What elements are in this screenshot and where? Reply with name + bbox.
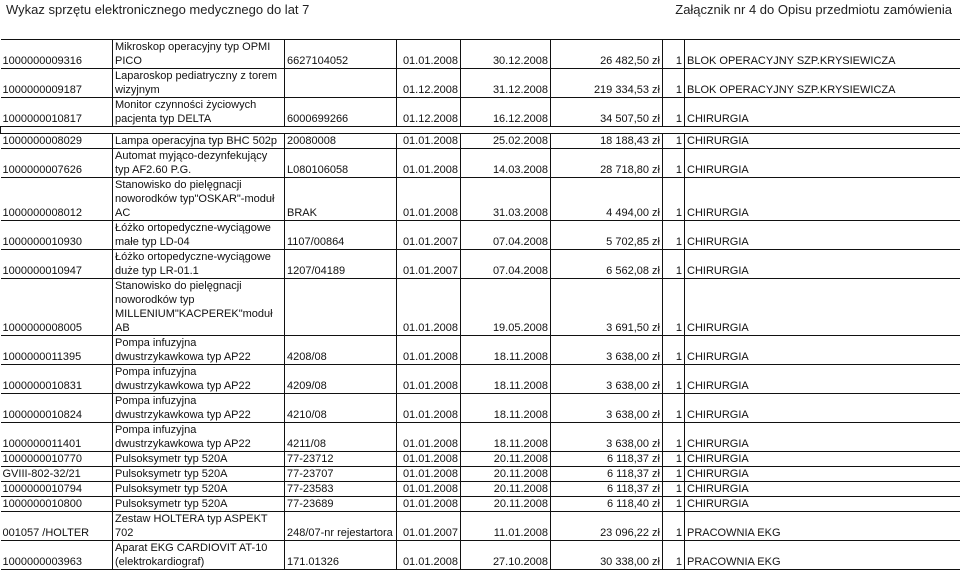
equipment-name-line: małe typ LD-04: [115, 236, 190, 248]
equipment-name-line: typ AF2.60 P.G.: [115, 164, 192, 176]
document-title: Wykaz sprzętu elektronicznego medycznego do lat 7: [6, 2, 310, 17]
equipment-name-line: dwustrzykawkowa typ AP22: [115, 351, 251, 363]
equipment-name-line: Stanowisko do pielęgnacji: [115, 179, 242, 191]
table-row: [1, 221, 960, 250]
value-cell: 30 338,00 zł: [551, 541, 663, 570]
serial-number-cell: 20080008: [285, 134, 397, 149]
commissioning-date-cell: 31.03.2008: [461, 178, 551, 221]
serial-number-cell: 1207/04189: [285, 250, 397, 279]
quantity-cell: 1: [663, 512, 685, 541]
value-cell: 6 118,37 zł: [551, 467, 663, 482]
attachment-label: Załącznik nr 4 do Opisu przedmiotu zamówienia: [675, 2, 952, 17]
equipment-name-cell: [113, 541, 285, 570]
equipment-name-cell: [113, 482, 285, 497]
inventory-number-cell: 1000000010770: [1, 452, 113, 467]
equipment-name-line: (elektrokardiograf): [115, 556, 205, 568]
equipment-table: [0, 39, 960, 570]
equipment-name-line: Pompa infuzyjna: [115, 395, 197, 407]
acquisition-date-cell: 01.01.2008: [397, 134, 461, 149]
table-row: [1, 423, 960, 452]
acquisition-date-cell: 01.01.2007: [397, 221, 461, 250]
location-cell: CHIRURGIA: [685, 467, 960, 482]
acquisition-date-cell: 01.01.2008: [397, 336, 461, 365]
serial-number-cell: 4208/08: [285, 336, 397, 365]
serial-number-cell: L080106058: [285, 149, 397, 178]
inventory-number-cell: 1000000010831: [1, 365, 113, 394]
commissioning-date-cell: 20.11.2008: [461, 497, 551, 512]
serial-number-cell: 6000699266: [285, 98, 397, 127]
inventory-number-cell: 1000000010800: [1, 497, 113, 512]
table-row: [1, 178, 960, 221]
serial-number-cell: 4211/08: [285, 423, 397, 452]
acquisition-date-cell: 01.01.2008: [397, 467, 461, 482]
equipment-name-cell: [113, 134, 285, 149]
serial-number-cell: 1107/00864: [285, 221, 397, 250]
equipment-name-cell: [113, 250, 285, 279]
equipment-name-cell: [113, 365, 285, 394]
location-cell: BLOK OPERACYJNY SZP.KRYSIEWICZA: [685, 40, 960, 69]
commissioning-date-cell: 25.02.2008: [461, 134, 551, 149]
location-cell: CHIRURGIA: [685, 394, 960, 423]
location-cell: CHIRURGIA: [685, 279, 960, 336]
serial-number-cell: [285, 279, 397, 336]
equipment-name-cell: [113, 149, 285, 178]
equipment-name-cell: [113, 178, 285, 221]
equipment-name-line: Automat myjąco-dezynfekujący: [115, 150, 268, 162]
equipment-name-line: Monitor czynności życiowych: [115, 99, 257, 111]
inventory-number-cell: 001057 /HOLTER: [1, 512, 113, 541]
acquisition-date-cell: 01.01.2008: [397, 497, 461, 512]
serial-number-cell: 77-23707: [285, 467, 397, 482]
quantity-cell: 1: [663, 279, 685, 336]
acquisition-date-cell: 01.01.2008: [397, 178, 461, 221]
quantity-cell: 1: [663, 98, 685, 127]
quantity-cell: 1: [663, 221, 685, 250]
equipment-name-line: dwustrzykawkowa typ AP22: [115, 438, 251, 450]
equipment-name-cell: [113, 40, 285, 69]
table-row: [1, 467, 960, 482]
location-cell: PRACOWNIA EKG: [685, 512, 960, 541]
table-row: [1, 482, 960, 497]
table-row: [1, 541, 960, 570]
serial-number-cell: 171.01326: [285, 541, 397, 570]
table-row: [1, 134, 960, 149]
quantity-cell: 1: [663, 423, 685, 452]
location-cell: CHIRURGIA: [685, 482, 960, 497]
inventory-number-cell: 1000000010817: [1, 98, 113, 127]
equipment-name-line: Pompa infuzyjna: [115, 337, 197, 349]
commissioning-date-cell: 18.11.2008: [461, 394, 551, 423]
table-row: [1, 40, 960, 69]
table-row: [1, 512, 960, 541]
page-header: [0, 0, 960, 30]
quantity-cell: 1: [663, 149, 685, 178]
location-cell: CHIRURGIA: [685, 336, 960, 365]
location-cell: CHIRURGIA: [685, 178, 960, 221]
commissioning-date-cell: 14.03.2008: [461, 149, 551, 178]
location-cell: CHIRURGIA: [685, 250, 960, 279]
quantity-cell: 1: [663, 134, 685, 149]
equipment-name-line: pacjenta typ DELTA: [115, 113, 212, 125]
table-row: [1, 279, 960, 336]
value-cell: 18 188,43 zł: [551, 134, 663, 149]
equipment-name-line: PICO: [115, 55, 142, 67]
acquisition-date-cell: 01.01.2008: [397, 482, 461, 497]
equipment-name-line: dwustrzykawkowa typ AP22: [115, 380, 251, 392]
value-cell: 3 691,50 zł: [551, 279, 663, 336]
acquisition-date-cell: 01.01.2008: [397, 394, 461, 423]
equipment-name-line: 702: [115, 527, 134, 539]
value-cell: 5 702,85 zł: [551, 221, 663, 250]
value-cell: 3 638,00 zł: [551, 423, 663, 452]
serial-number-cell: 6627104052: [285, 40, 397, 69]
value-cell: 26 482,50 zł: [551, 40, 663, 69]
value-cell: 6 118,37 zł: [551, 482, 663, 497]
quantity-cell: 1: [663, 250, 685, 279]
inventory-number-cell: 1000000003963: [1, 541, 113, 570]
inventory-number-cell: GVIII-802-32/21: [1, 467, 113, 482]
acquisition-date-cell: 01.01.2008: [397, 541, 461, 570]
quantity-cell: 1: [663, 541, 685, 570]
location-cell: PRACOWNIA EKG: [685, 541, 960, 570]
serial-number-cell: 77-23583: [285, 482, 397, 497]
value-cell: 34 507,50 zł: [551, 98, 663, 127]
value-cell: 6 562,08 zł: [551, 250, 663, 279]
inventory-number-cell: 1000000009316: [1, 40, 113, 69]
acquisition-date-cell: 01.01.2008: [397, 40, 461, 69]
table-row: [1, 497, 960, 512]
quantity-cell: 1: [663, 365, 685, 394]
location-cell: CHIRURGIA: [685, 365, 960, 394]
quantity-cell: 1: [663, 394, 685, 423]
commissioning-date-cell: 18.11.2008: [461, 365, 551, 394]
quantity-cell: 1: [663, 467, 685, 482]
equipment-name-cell: [113, 423, 285, 452]
equipment-name-cell: [113, 394, 285, 423]
commissioning-date-cell: 20.11.2008: [461, 467, 551, 482]
acquisition-date-cell: 01.12.2008: [397, 98, 461, 127]
serial-number-cell: 4209/08: [285, 365, 397, 394]
value-cell: 28 718,80 zł: [551, 149, 663, 178]
value-cell: 3 638,00 zł: [551, 365, 663, 394]
value-cell: 6 118,40 zł: [551, 497, 663, 512]
value-cell: 4 494,00 zł: [551, 178, 663, 221]
inventory-number-cell: 1000000011395: [1, 336, 113, 365]
table-row: [1, 336, 960, 365]
value-cell: 23 096,22 zł: [551, 512, 663, 541]
equipment-name-line: Pulsoksymetr typ 520A: [115, 498, 228, 510]
inventory-number-cell: 1000000010794: [1, 482, 113, 497]
equipment-name-line: Mikroskop operacyjny typ OPMI: [115, 41, 271, 53]
serial-number-cell: 77-23689: [285, 497, 397, 512]
commissioning-date-cell: 11.01.2008: [461, 512, 551, 541]
equipment-name-line: noworodków typ"OSKAR"-moduł: [115, 193, 275, 205]
table-row: [1, 98, 960, 127]
equipment-name-line: Pulsoksymetr typ 520A: [115, 483, 228, 495]
commissioning-date-cell: 16.12.2008: [461, 98, 551, 127]
commissioning-date-cell: 31.12.2008: [461, 69, 551, 98]
location-cell: CHIRURGIA: [685, 497, 960, 512]
equipment-name-line: Pompa infuzyjna: [115, 366, 197, 378]
table-row: [1, 69, 960, 98]
equipment-name-line: wizyjnym: [115, 84, 160, 96]
equipment-table-body: [1, 40, 960, 570]
commissioning-date-cell: 30.12.2008: [461, 40, 551, 69]
table-row: [1, 149, 960, 178]
quantity-cell: 1: [663, 69, 685, 98]
serial-number-cell: 4210/08: [285, 394, 397, 423]
inventory-number-cell: 1000000011401: [1, 423, 113, 452]
equipment-name-line: Zestaw HOLTERA typ ASPEKT: [115, 513, 268, 525]
quantity-cell: 1: [663, 40, 685, 69]
location-cell: CHIRURGIA: [685, 98, 960, 127]
equipment-name-cell: [113, 279, 285, 336]
commissioning-date-cell: 18.11.2008: [461, 423, 551, 452]
serial-number-cell: 77-23712: [285, 452, 397, 467]
commissioning-date-cell: 19.05.2008: [461, 279, 551, 336]
quantity-cell: 1: [663, 497, 685, 512]
quantity-cell: 1: [663, 336, 685, 365]
commissioning-date-cell: 07.04.2008: [461, 250, 551, 279]
acquisition-date-cell: 01.01.2008: [397, 365, 461, 394]
equipment-name-line: Laparoskop pediatryczny z torem: [115, 70, 278, 82]
location-cell: CHIRURGIA: [685, 134, 960, 149]
commissioning-date-cell: 27.10.2008: [461, 541, 551, 570]
inventory-number-cell: 1000000008029: [1, 134, 113, 149]
commissioning-date-cell: 18.11.2008: [461, 336, 551, 365]
acquisition-date-cell: 01.01.2008: [397, 452, 461, 467]
equipment-name-line: Aparat EKG CARDIOVIT AT-10: [115, 542, 268, 554]
equipment-name-cell: [113, 336, 285, 365]
equipment-name-line: Łóżko ortopedyczne-wyciągowe: [115, 222, 271, 234]
equipment-name-cell: [113, 512, 285, 541]
equipment-name-line: dwustrzykawkowa typ AP22: [115, 409, 251, 421]
equipment-name-line: MILLENIUM"KACPEREK"moduł: [115, 308, 273, 320]
inventory-number-cell: 1000000009187: [1, 69, 113, 98]
equipment-name-line: Pompa infuzyjna: [115, 424, 197, 436]
location-cell: CHIRURGIA: [685, 452, 960, 467]
commissioning-date-cell: 20.11.2008: [461, 482, 551, 497]
acquisition-date-cell: 01.01.2008: [397, 149, 461, 178]
serial-number-cell: 248/07-nr rejestartora: [285, 512, 397, 541]
acquisition-date-cell: 01.01.2007: [397, 512, 461, 541]
location-cell: CHIRURGIA: [685, 423, 960, 452]
acquisition-date-cell: 01.12.2008: [397, 69, 461, 98]
value-cell: 219 334,53 zł: [551, 69, 663, 98]
equipment-name-line: duże typ LR-01.1: [115, 265, 199, 277]
serial-number-cell: [285, 69, 397, 98]
location-cell: CHIRURGIA: [685, 149, 960, 178]
commissioning-date-cell: 07.04.2008: [461, 221, 551, 250]
equipment-name-line: Pulsoksymetr typ 520A: [115, 453, 228, 465]
row-spacer: [1, 127, 960, 134]
acquisition-date-cell: 01.01.2008: [397, 279, 461, 336]
equipment-name-cell: [113, 69, 285, 98]
acquisition-date-cell: 01.01.2007: [397, 250, 461, 279]
equipment-name-line: AB: [115, 322, 130, 334]
table-row: [1, 250, 960, 279]
value-cell: 3 638,00 zł: [551, 336, 663, 365]
inventory-number-cell: 1000000008012: [1, 178, 113, 221]
equipment-name-line: AC: [115, 207, 131, 219]
table-row: [1, 452, 960, 467]
quantity-cell: 1: [663, 178, 685, 221]
equipment-name-cell: [113, 221, 285, 250]
inventory-number-cell: 1000000008005: [1, 279, 113, 336]
location-cell: BLOK OPERACYJNY SZP.KRYSIEWICZA: [685, 69, 960, 98]
inventory-number-cell: 1000000010824: [1, 394, 113, 423]
equipment-name-cell: [113, 497, 285, 512]
serial-number-cell: BRAK: [285, 178, 397, 221]
acquisition-date-cell: 01.01.2008: [397, 423, 461, 452]
equipment-name-line: Łóżko ortopedyczne-wyciągowe: [115, 251, 271, 263]
location-cell: CHIRURGIA: [685, 221, 960, 250]
value-cell: 6 118,37 zł: [551, 452, 663, 467]
equipment-name-cell: [113, 452, 285, 467]
equipment-name-line: noworodków typ: [115, 294, 195, 306]
inventory-number-cell: 1000000010930: [1, 221, 113, 250]
inventory-number-cell: 1000000010947: [1, 250, 113, 279]
equipment-name-cell: [113, 467, 285, 482]
inventory-number-cell: 1000000007626: [1, 149, 113, 178]
equipment-name-cell: [113, 98, 285, 127]
equipment-name-line: Stanowisko do pielęgnacji: [115, 280, 242, 292]
table-row: [1, 365, 960, 394]
equipment-name-line: Lampa operacyjna typ BHC 502p: [115, 135, 278, 147]
table-row: [1, 394, 960, 423]
value-cell: 3 638,00 zł: [551, 394, 663, 423]
commissioning-date-cell: 20.11.2008: [461, 452, 551, 467]
equipment-name-line: Pulsoksymetr typ 520A: [115, 468, 228, 480]
quantity-cell: 1: [663, 452, 685, 467]
quantity-cell: 1: [663, 482, 685, 497]
